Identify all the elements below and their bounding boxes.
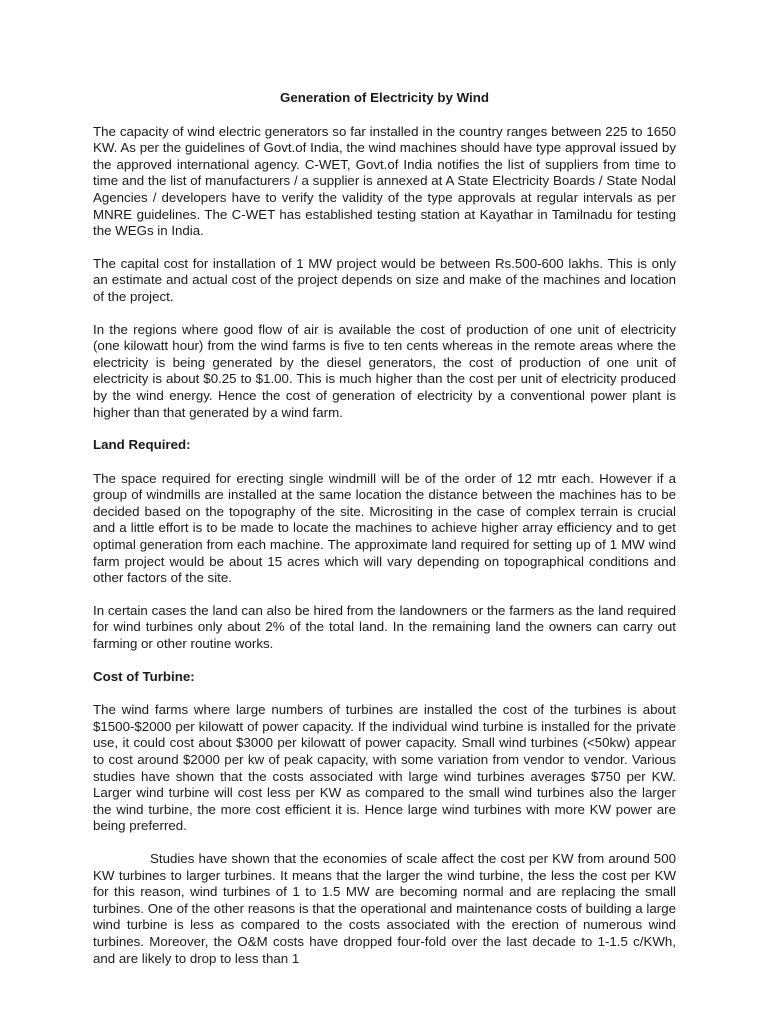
paragraph-capacity: The capacity of wind electric generators so far installed in the country ranges between 225 to 1650 KW. As per the guidelines of Govt.of India, the wind machines should have type approval issued by the approved international agency. C-WET, Govt.of India notifies the list of suppliers from time to time and the list of manufacturers / a supplier is annexed at A State Electricity Boards / State Nodal Agencies / developers have to verify the validity of the type approvals at regular intervals as per MNRE guidelines. The C-WET has established testing station at Kayathar in Tamilnadu for testing the WEGs in India.	[93, 123, 676, 239]
paragraph-economies-of-scale: Studies have shown that the economies of scale affect the cost per KW from around 500 KW turbines to larger turbines. It means that the larger the wind turbine, the less the cost per KW for this reason, wind turbines of 1 to 1.5 MW are becoming normal and are replacing the small turbines. One of the other reasons is that the operational and maintenance costs of building a large wind turbine is less as compared to the costs associated with the erection of numerous wind turbines. Moreover, the O&M costs have dropped four-fold over the last decade to 1-1.5 c/KWh, and are likely to drop to less than 1	[93, 850, 676, 966]
paragraph-turbine-cost: The wind farms where large numbers of turbines are installed the cost of the turbines is about $1500-$2000 per kilowatt of power capacity. If the individual wind turbine is installed for the private use, it could cost about $3000 per kilowatt of power capacity. Small wind turbines (<50kw) appear to cost around $2000 per kw of peak capacity, with some variation from vendor to vendor. Various studies have shown that the costs associated with large wind turbines averages $750 per KW. Larger wind turbine will cost less per KW as compared to the small wind turbines also the larger the wind turbine, the more cost efficient it is. Hence large wind turbines with more KW power are being preferred.	[93, 702, 676, 834]
document-page	[93, 90, 676, 967]
section-heading-cost: Cost of Turbine:	[93, 668, 195, 684]
paragraph-land-space: The space required for erecting single windmill will be of the order of 12 mtr each. However if a group of windmills are installed at the same location the distance between the machines has to be decided based on the topography of the site. Micrositing in the case of complex terrain is crucial and a little effort is to be made to locate the machines to achieve higher array efficiency and to get optimal generation from each machine. The approximate land required for setting up of 1 MW wind farm project would be about 15 acres which will vary depending on topographical conditions and other factors of the site.	[93, 470, 676, 586]
paragraph-land-hire: In certain cases the land can also be hired from the landowners or the farmers as the land required for wind turbines only about 2% of the total land. In the remaining land the owners can carry out farming or other routine works.	[93, 602, 676, 652]
paragraph-capital-cost: The capital cost for installation of 1 MW project would be between Rs.500-600 lakhs. This is only an estimate and actual cost of the project depends on size and make of the machines and location of the project.	[93, 255, 676, 304]
section-heading-land: Land Required:	[93, 437, 191, 453]
paragraph-production-cost: In the regions where good flow of air is available the cost of production of one unit of electricity (one kilowatt hour) from the wind farms is five to ten cents whereas in the remote areas where the electricity is being generated by the diesel generators, the cost of production of one unit of electricity is about $0.25 to $1.00. This is much higher than the cost per unit of electricity produced by the wind energy. Hence the cost of generation of electricity by a conventional power plant is higher than that generated by a wind farm.	[93, 321, 676, 420]
document-title: Generation of Electricity by Wind	[280, 90, 489, 105]
